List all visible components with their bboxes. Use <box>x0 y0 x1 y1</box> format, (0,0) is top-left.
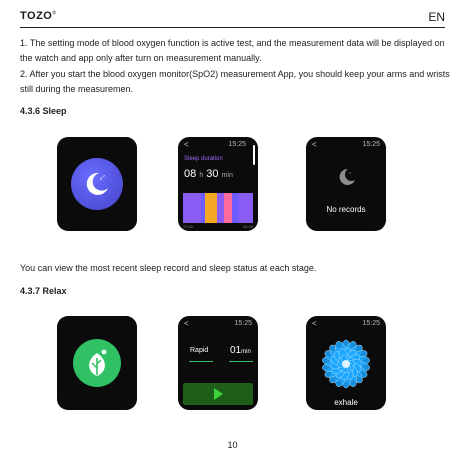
sleep-stage-bar <box>205 193 217 223</box>
status-bar <box>312 141 380 151</box>
page-header <box>20 8 445 28</box>
section-heading-relax: 4.3.7 Relax <box>20 286 67 296</box>
clock-time: 15:25 <box>234 320 252 327</box>
breathing-phase-text: exhale <box>334 398 358 407</box>
sleep-stage-bar <box>224 193 232 223</box>
flower-center <box>342 360 350 368</box>
paragraph-blood-oxygen-1: 1. The setting mode of blood oxygen function is active test, and the measurement data will be displayed on the watch and app only after turn on measurement manually. <box>20 38 445 63</box>
clock-time: 15:25 <box>228 141 246 148</box>
tozo-logo: TOZO® <box>20 10 57 22</box>
sleep-time-range <box>183 224 253 229</box>
sleep-stage-bar <box>239 193 253 223</box>
duration-underline <box>229 361 253 362</box>
sleep-start-time: 23:00 <box>183 224 194 229</box>
breathing-flower-icon <box>319 333 373 395</box>
watch-no-records <box>306 137 386 231</box>
back-arrow-icon[interactable]: < <box>184 319 189 328</box>
clock-time: 15:25 <box>362 141 380 148</box>
clock-time: 15:25 <box>362 320 380 327</box>
start-button[interactable] <box>183 383 253 405</box>
watch-relax-app-icon <box>57 316 137 410</box>
scrollbar[interactable] <box>253 145 255 165</box>
mode-underline <box>189 361 213 362</box>
sleep-stage-chart <box>183 193 253 223</box>
section-heading-sleep: 4.3.6 Sleep <box>20 106 67 116</box>
sleep-app-icon <box>71 158 123 210</box>
watch-sleep-app-icon <box>57 137 137 231</box>
back-arrow-icon[interactable]: < <box>312 140 317 149</box>
moon-grey-icon <box>337 167 357 187</box>
sleep-stage-bar <box>183 193 201 223</box>
no-records-text: No records <box>326 205 366 214</box>
paragraph-blood-oxygen-2: 2. After you start the blood oxygen monitor(SpO2) measurement App, you should keep your arms and wrists still during the measuremen. <box>20 69 450 94</box>
sleep-end-time: 06:30 <box>242 224 253 229</box>
status-bar <box>312 320 380 330</box>
svg-text:z: z <box>349 170 351 175</box>
watch-breathing <box>306 316 386 410</box>
duration-option[interactable]: 01min <box>230 345 251 356</box>
sleep-duration-value: 08 h 30 min <box>184 168 233 180</box>
back-arrow-icon[interactable]: < <box>312 319 317 328</box>
language-label: EN <box>428 10 445 24</box>
status-bar <box>184 320 252 330</box>
back-arrow-icon[interactable]: < <box>184 140 189 149</box>
watch-sleep-duration <box>178 137 258 231</box>
moon-icon <box>83 170 111 198</box>
svg-text:z: z <box>103 173 105 178</box>
play-icon <box>213 388 223 400</box>
paragraph-sleep-description: You can view the most recent sleep record and sleep status at each stage. <box>20 263 317 273</box>
breathing-mode-option[interactable]: Rapid <box>190 347 209 354</box>
sleep-duration-label: Sleep duration <box>184 156 223 162</box>
svg-text:z: z <box>100 176 103 182</box>
sleep-stage-bar <box>217 193 224 223</box>
relax-app-icon <box>73 339 121 387</box>
page-number: 10 <box>227 440 238 450</box>
leaf-icon <box>84 348 110 378</box>
sleep-stage-bar <box>232 193 239 223</box>
status-bar <box>184 141 252 151</box>
watch-relax-settings <box>178 316 258 410</box>
